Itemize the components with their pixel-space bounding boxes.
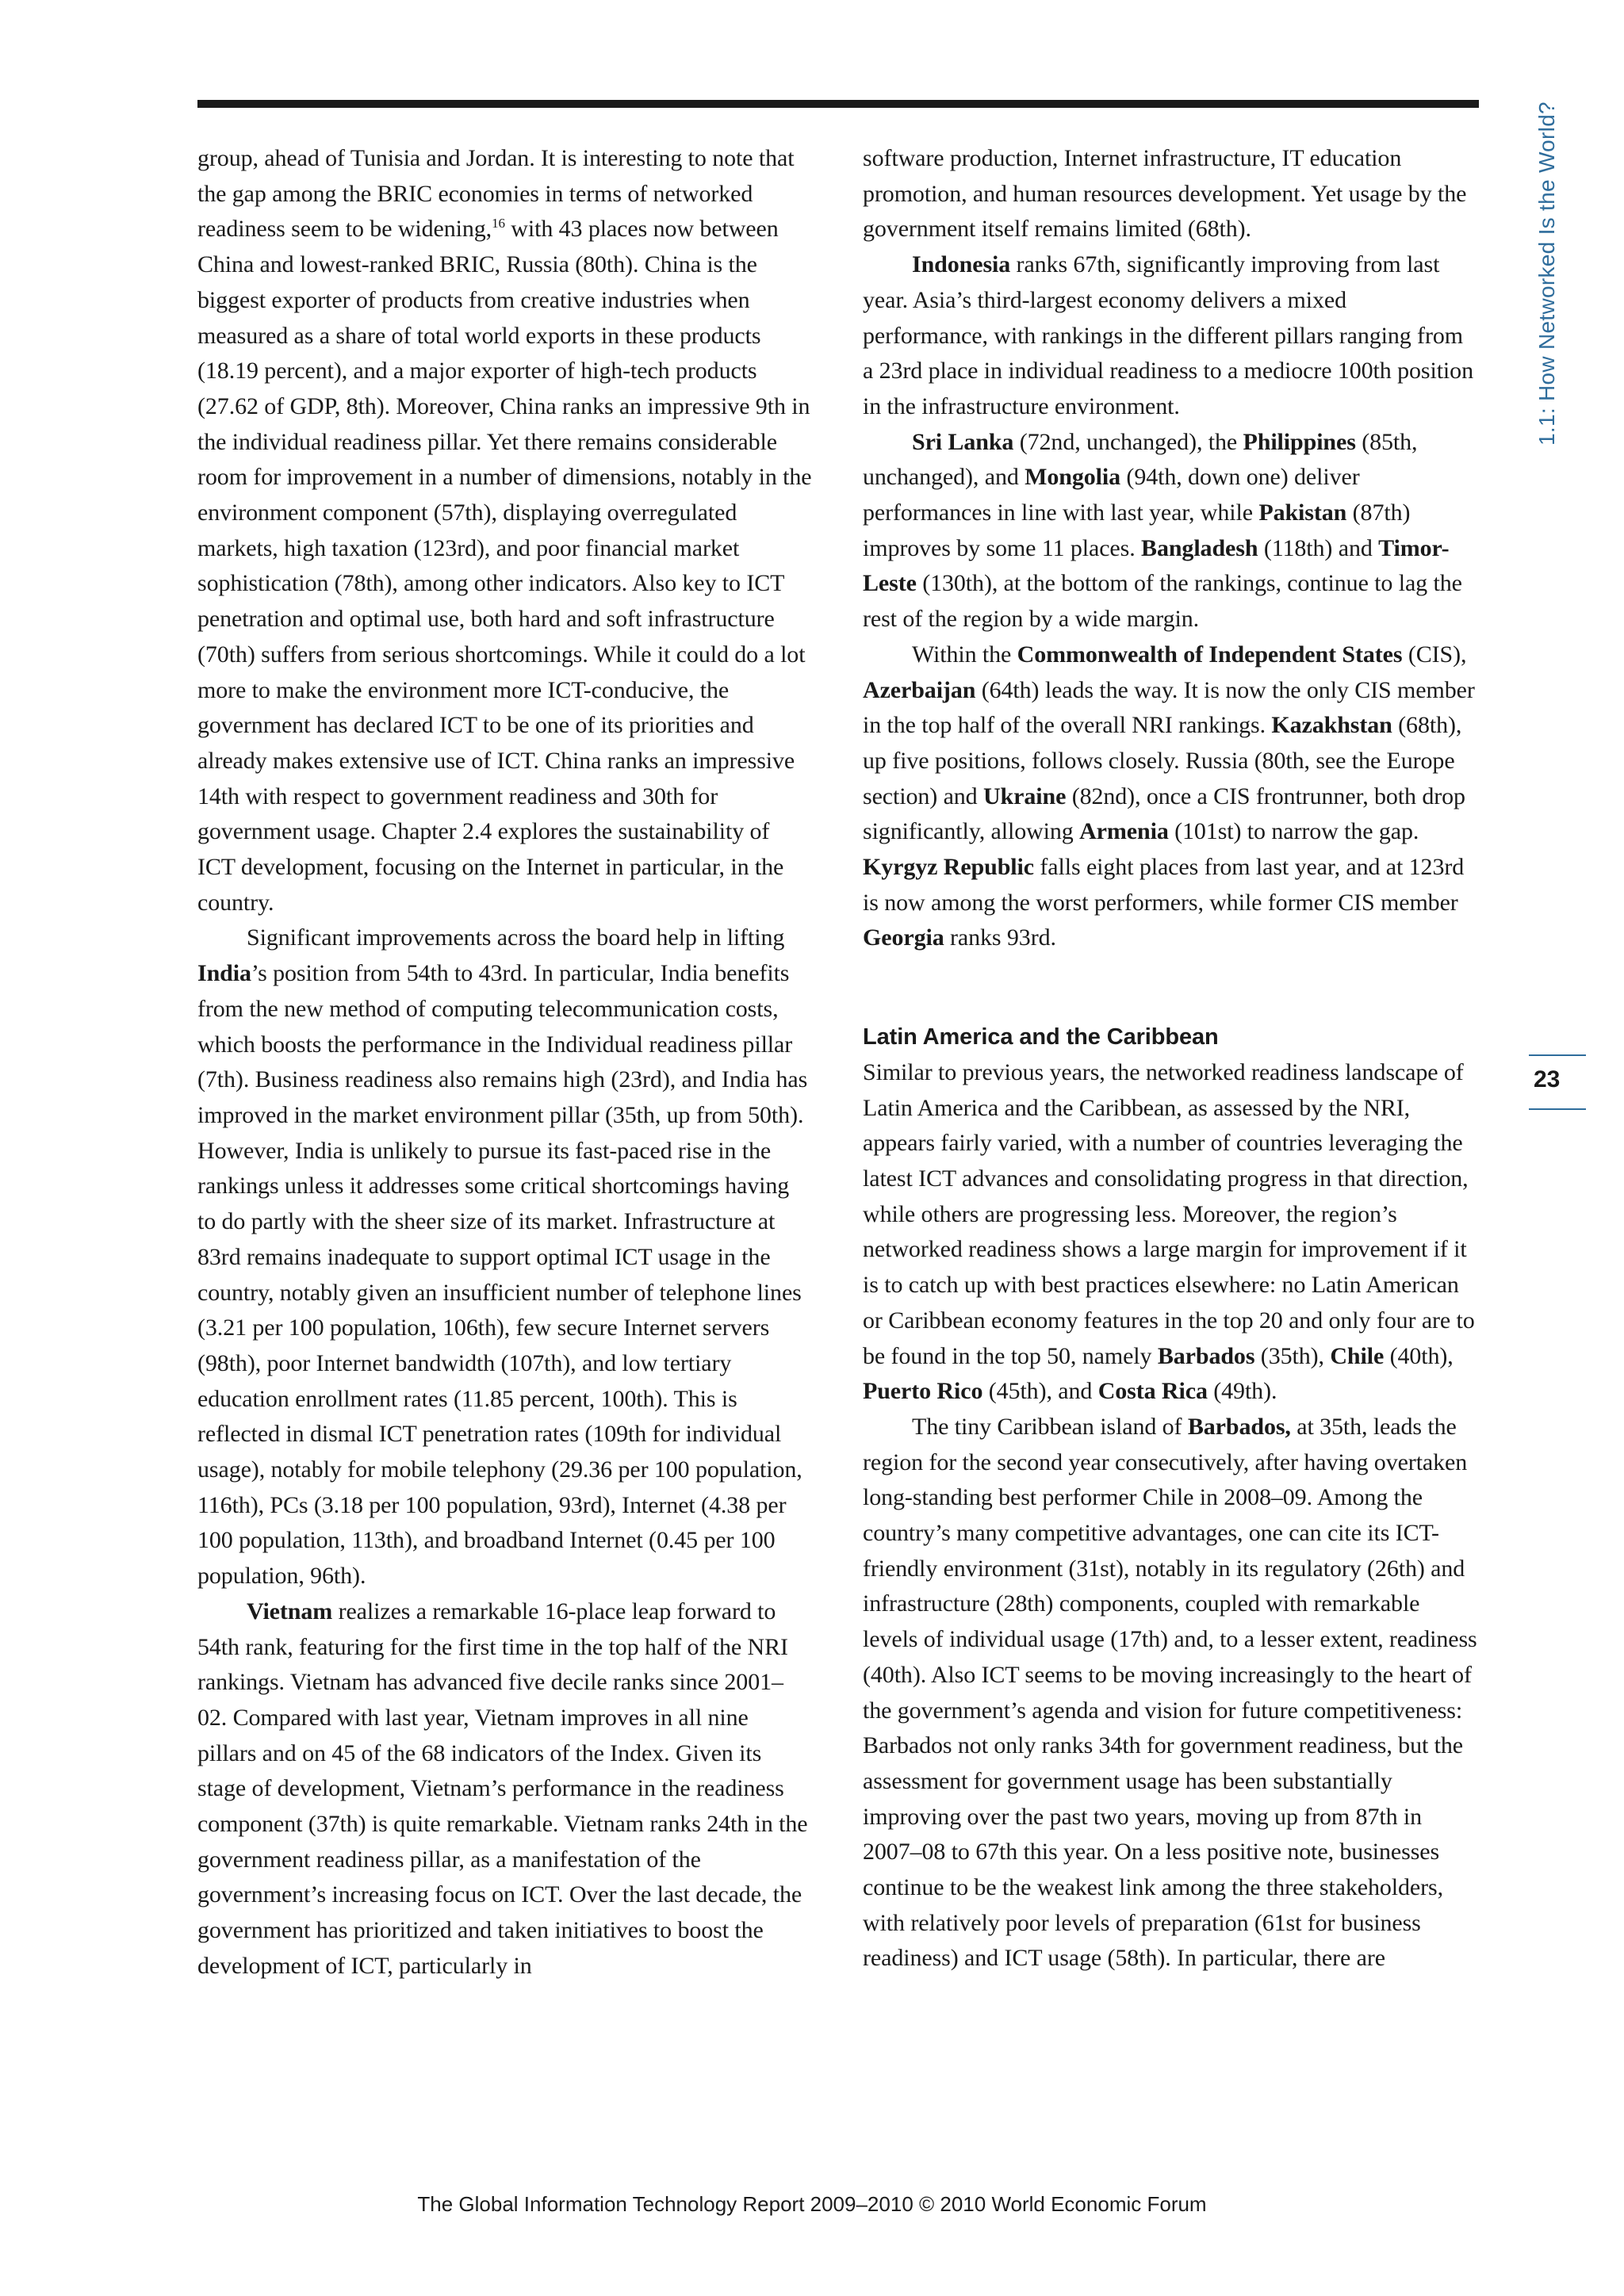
text: (118th) and bbox=[1258, 534, 1379, 561]
paragraph-latin-america bbox=[863, 1055, 1477, 1410]
footnote-ref: 16 bbox=[492, 216, 505, 232]
text: falls eight places from last year, and at 123rd is now among the worst performers, while former CIS member bbox=[863, 854, 1465, 916]
country-name: Puerto Rico bbox=[863, 1378, 983, 1405]
text: (101st) to narrow the gap. bbox=[1168, 818, 1419, 845]
country-name: Sri Lanka bbox=[912, 428, 1014, 455]
page-number: 23 bbox=[1534, 1066, 1561, 1093]
text: (64th) leads the way. It is now the only CIS member in the top half of the overall NRI rankings. bbox=[863, 676, 1475, 739]
text: ranks 93rd. bbox=[944, 924, 1056, 951]
country-name: Bangladesh bbox=[1141, 534, 1258, 561]
text: (35th), bbox=[1254, 1342, 1331, 1369]
paragraph-indonesia bbox=[863, 247, 1477, 425]
country-name: Georgia bbox=[863, 924, 944, 951]
paragraph-barbados bbox=[863, 1410, 1477, 1976]
text: (87th) improves by some 11 places. bbox=[863, 499, 1411, 561]
text: (130th), at the bottom of the rankings, continue to lag the rest of the region by a wide margin. bbox=[863, 570, 1462, 633]
page-footer: The Global Information Technology Report 2009–2010 © 2010 World Economic Forum bbox=[417, 2192, 1207, 2216]
paragraph-vietnam-cont bbox=[863, 141, 1477, 247]
text: (94th, down one) deliver performances in line with last year, while bbox=[863, 464, 1360, 526]
paragraph-china bbox=[197, 141, 812, 920]
country-name: Barbados, bbox=[1187, 1413, 1291, 1440]
paragraph-cis bbox=[863, 637, 1477, 956]
text: (82nd), once a CIS frontrunner, both drop significantly, allowing bbox=[863, 783, 1465, 845]
country-name: Costa Rica bbox=[1097, 1378, 1208, 1405]
text: (CIS), bbox=[1402, 641, 1467, 668]
country-name: Pakistan bbox=[1258, 499, 1347, 526]
text: Within the bbox=[912, 641, 1017, 668]
top-rule bbox=[197, 100, 1479, 108]
country-name: Chile bbox=[1330, 1342, 1385, 1369]
text: group, ahead of Tunisia and Jordan. It is interesting to note that the gap among the BRIC economies in terms of networked readiness seem to be widening, bbox=[197, 145, 795, 243]
text: ranks 67th, significantly improving from last year. Asia’s third-largest economy delivers a mixed performance, with rankings in the different pillars ranging from a 23rd place in individual readiness to a mediocre 100th position in the infrastructure environment. bbox=[863, 251, 1473, 419]
text: software production, Internet infrastructure, IT education promotion, and human resources development. Yet usage by the government itself remains limited (68th). bbox=[863, 145, 1467, 243]
country-name: Philippines bbox=[1243, 428, 1356, 455]
country-name: India bbox=[197, 960, 251, 987]
text: Significant improvements across the board help in lifting bbox=[247, 924, 785, 951]
text: (72nd, unchanged), the bbox=[1013, 428, 1243, 455]
country-name: Armenia bbox=[1079, 818, 1169, 845]
text: realizes a remarkable 16-place leap forward to 54th rank, featuring for the first time in the top half of the NRI rankings. Vietnam has advanced five decile ranks since 2001–02. Compared with last year, Vietnam improves in all nine pillars and on 45 of the 68 indicators of the Index. Given its stage of development, Vietnam’s performance in the readiness component (37th) is quite remarkable. Vietnam ranks 24th in the government readiness pillar, as a manifestation of the government’s increasing focus on ICT. Over the last decade, the government has prioritized and taken initiatives to boost the development of ICT, particularly in bbox=[197, 1598, 808, 1979]
text: (85th, unchanged), and bbox=[863, 428, 1418, 491]
paragraph-india bbox=[197, 920, 812, 1594]
country-name: Azerbaijan bbox=[863, 676, 976, 703]
text: at 35th, leads the region for the second year consecutively, after having overtaken long-standing best performer Chile in 2008–09. Among the country’s many competitive advantages, one can cite its ICT-friendly environment (31st), notably in its regulatory (26th) and infrastructure (28th) components, coupled with remarkable levels of individual usage (17th) and, to a lesser extent, readiness (40th). Also ICT seems to be moving increasingly to the heart of the government’s agenda and vision for future competitiveness: Barbados not only ranks 34th for government readiness, but the assessment for government usage has been substantially improving over the past two years, moving up from 87th in 2007–08 to 67th this year. On a less positive note, businesses continue to be the weakest link among the three stakeholders, with relatively poor levels of preparation (61st for business readiness) and ICT usage (58th). In particular, there are bbox=[863, 1413, 1477, 1972]
country-name: Barbados bbox=[1157, 1342, 1255, 1369]
text: The tiny Caribbean island of bbox=[912, 1413, 1188, 1440]
country-name: Kyrgyz Republic bbox=[863, 854, 1034, 881]
country-name: Timor-Leste bbox=[863, 534, 1450, 597]
text: (45th), and bbox=[982, 1378, 1098, 1405]
text: (49th). bbox=[1207, 1378, 1277, 1405]
country-name: Vietnam bbox=[247, 1598, 333, 1624]
country-name: Mongolia bbox=[1025, 464, 1121, 491]
paragraph-south-asia bbox=[863, 425, 1477, 637]
paragraph-vietnam bbox=[197, 1594, 812, 1984]
text: ’s position from 54th to 43rd. In particular, India benefits from the new method of computing telecommunication costs, which boosts the performance in the Individual readiness pillar (7th). Business readiness also remains high (23rd), and India has improved in the market environment pillar (35th, up from 50th). However, India is unlikely to pursue its fast-paced rise in the rankings unless it addresses some critical shortcomings having to do partly with the sheer size of its market. Infrastructure at 83rd remains inadequate to support optimal ICT usage in the country, notably given an insufficient number of telephone lines (3.21 per 100 population, 106th), few secure Internet servers (98th), poor Internet bandwidth (107th), and low tertiary education enrollment rates (11.85 percent, 100th). This is reflected in dismal ICT penetration rates (109th for individual usage), notably for mobile telephony (29.36 per 100 population, 116th), PCs (3.18 per 100 population, 93rd), Internet (4.38 per 100 population, 113th), and broadband Internet (0.45 per 100 population, 96th). bbox=[197, 960, 808, 1590]
country-name: Ukraine bbox=[982, 783, 1067, 809]
region-name: Commonwealth of Independent States bbox=[1017, 641, 1403, 668]
text: Similar to previous years, the networked readiness landscape of Latin America and the Caribbean, as assessed by the NRI, appears fairly varied, with a number of countries leveraging the latest ICT advances and consolidating progress in that direction, while others are progressing less. Moreover, the region’s networked readiness shows a large margin for improvement if it is to catch up with best practices elsewhere: no Latin American or Caribbean economy features in the top 20 and only four are to be found in the top 50, namely bbox=[863, 1058, 1475, 1369]
country-name: Indonesia bbox=[912, 251, 1011, 278]
text: (40th), bbox=[1384, 1342, 1454, 1369]
section-heading: Latin America and the Caribbean bbox=[863, 1024, 1219, 1050]
running-head: 1.1: How Networked Is the World? bbox=[1534, 101, 1559, 446]
country-name: Kazakhstan bbox=[1271, 712, 1392, 739]
text: (68th), up five positions, follows closely. Russia (80th, see the Europe section) and bbox=[863, 712, 1462, 809]
right-column bbox=[863, 141, 1477, 1976]
text: with 43 places now between China and lowest-ranked BRIC, Russia (80th). China is the biggest exporter of products from creative industries when measured as a share of total world exports in these products (18.19 percent), and a major exporter of high-tech products (27.62 of GDP, 8th). Moreover, China ranks an impressive 9th in the individual readiness pillar. Yet there remains considerable room for improvement in a number of dimensions, notably in the environment component (57th), displaying overregulated markets, high taxation (123rd), and poor financial market sophistication (78th), among other indicators. Also key to ICT penetration and optimal use, both hard and soft infrastructure (70th) suffers from serious shortcomings. While it could do a lot more to make the environment more ICT-conducive, the government has declared ICT to be one of its priorities and already makes extensive use of ICT. China ranks an impressive 14th with respect to government readiness and 30th for government usage. Chapter 2.4 explores the sustainability of ICT development, focusing on the Internet in particular, in the country. bbox=[197, 216, 812, 916]
left-column bbox=[197, 141, 812, 1984]
